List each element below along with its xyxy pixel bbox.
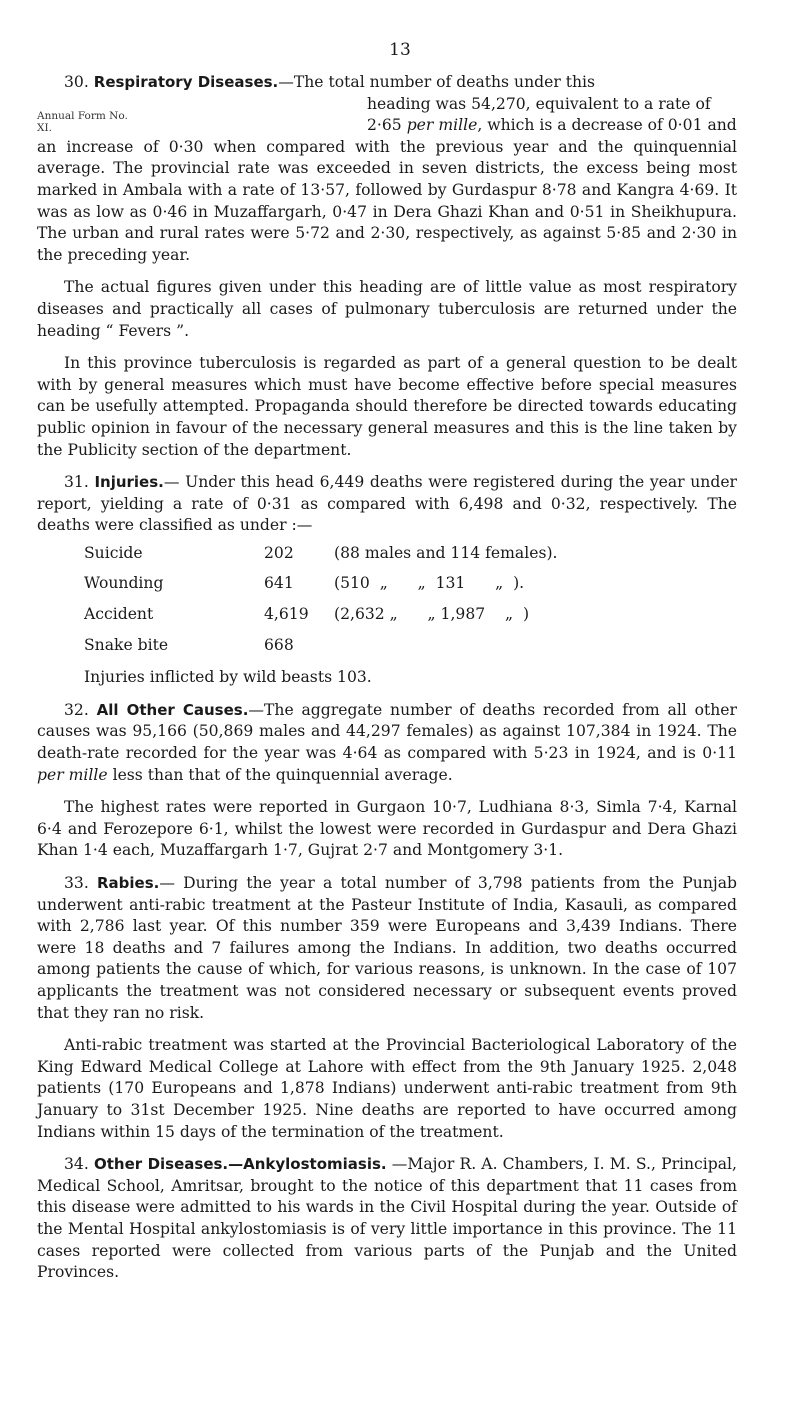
cause-count: 4,619 bbox=[264, 605, 309, 624]
injury-causes-table bbox=[84, 543, 557, 665]
table-row bbox=[84, 573, 557, 604]
section-30-paragraph-3: In this province tuberculosis is regarded as part of a general question to be dealt with by general measures which must have become effective before special measures can be usefully attempted. Propaganda should therefore be directed towards educating public opinion in favour of the necessary general measures and this is the line taken by the Publicity section of the department. bbox=[37, 354, 737, 459]
wild-beasts-note: Injuries inflicted by wild beasts 103. bbox=[84, 668, 372, 687]
table-row bbox=[84, 604, 557, 635]
section-31-number: 31. bbox=[64, 473, 89, 492]
section-34-text bbox=[37, 1154, 737, 1284]
table-row bbox=[84, 635, 557, 666]
section-33-heading: Rabies. bbox=[97, 874, 160, 892]
section-33-text bbox=[37, 873, 737, 1024]
section-30-line3 bbox=[37, 115, 737, 137]
section-33-number: 33. bbox=[64, 874, 89, 892]
cause-name: Accident bbox=[84, 605, 154, 624]
table-row bbox=[84, 543, 557, 574]
section-30-paragraph-2: The actual figures given under this heading are of little value as most respiratory diseases and practically all cases of pulmonary tuberculosis are returned under the heading “ Fevers ”. bbox=[37, 278, 737, 340]
section-30-number: 30. bbox=[64, 73, 89, 91]
section-33-body: — During the year a total number of 3,798 patients from the Punjab underwent anti-rabic treatment at the Pasteur Institute of India, Kasauli, as compared with 2,786 last year. Of this number 359 were Europeans and 3,439 Indians. There were 18 deaths and 7 failures among the Indians. In addition, two deaths occurred among patients the cause of which, for various reasons, is unknown. In the case of 107 applicants the treatment was not considered necessary or subsequent events proved that they ran no risk. bbox=[37, 874, 737, 1022]
section-30-rate: 2·65 bbox=[367, 116, 402, 135]
section-32-text bbox=[37, 700, 737, 786]
page-number: 13 bbox=[389, 40, 411, 60]
section-34-number: 34. bbox=[64, 1155, 89, 1174]
section-30-lead bbox=[37, 72, 737, 94]
cause-detail: (510 „ „ 131 „ ). bbox=[334, 574, 525, 593]
section-33-paragraph-2: Anti-rabic treatment was started at the Provincial Bacteriological Laboratory of the King Edward Medical College at Lahore with effect from the 9th January 1925. 2,048 patients (170 Europeans and 1,878 Indians) underwent anti-rabic treatment from 9th January to 31st December 1925. Nine deaths are reported to have occurred among Indians within 15 days of the termination of the treatment. bbox=[37, 1036, 737, 1141]
cause-count: 641 bbox=[264, 574, 294, 593]
cause-count: 202 bbox=[264, 543, 294, 562]
section-30 bbox=[37, 72, 737, 461]
section-33 bbox=[37, 873, 737, 1143]
section-30-line2: heading was 54,270, equivalent to a rate of bbox=[367, 94, 711, 113]
section-32-body-b: less than that of the quinquennial average. bbox=[112, 765, 453, 784]
section-34 bbox=[37, 1154, 737, 1284]
section-34-body: —Major R. A. Chambers, I. M. S., Principal, Medical School, Amritsar, brought to the notice of this department that 11 cases from this disease were admitted to his wards in the Civil Hospital during the year. Outside of the Mental Hospital ankylostomiasis is of very little importance in this province. The 11 cases reported were collected from various parts of the Punjab and the United Provinces. bbox=[37, 1155, 737, 1282]
section-32-number: 32. bbox=[64, 700, 89, 719]
per-mille-label: per mille bbox=[37, 765, 108, 784]
section-30-line1: —The total number of deaths under this bbox=[278, 73, 596, 91]
section-31-text bbox=[37, 472, 737, 537]
cause-name: Suicide bbox=[84, 543, 143, 562]
cause-name: Snake bite bbox=[84, 635, 169, 654]
section-31 bbox=[37, 472, 737, 689]
cause-detail bbox=[334, 635, 557, 666]
margin-note: Annual Form No. XI. bbox=[37, 110, 128, 134]
section-30-heading: Respiratory Diseases. bbox=[93, 73, 279, 91]
per-mille-label: per mille bbox=[406, 116, 478, 135]
cause-detail: (88 males and 114 females). bbox=[334, 543, 558, 562]
section-32-paragraph-2: The highest rates were reported in Gurgaon 10·7, Ludhiana 8·3, Simla 7·4, Karnal 6·4 and Ferozepore 6·1, whilst the lowest were recorded in Gurdaspur and Dera Ghazi Khan 1·4 each, Muzaffargarh 1·7, Gujrat 2·7 and Montgomery 3·1. bbox=[37, 798, 737, 860]
page-body bbox=[37, 72, 737, 1284]
section-31-body: — Under this head 6,449 deaths were registered during the year under report, yielding a rate of 0·31 as compared with 6,498 and 0·32, respectively. The deaths were classified as under :— bbox=[37, 473, 737, 535]
section-32-body-a: —The aggregate number of deaths recorded from all other causes was 95,166 (50,869 males and 44,297 females) as against 107,384 in 1924. The death-rate recorded for the year was 4·64 as compared with 5·23 in 1924, and is 0·11 bbox=[37, 700, 737, 763]
cause-detail: (2,632 „ „ 1,987 „ ) bbox=[334, 605, 530, 624]
cause-count: 668 bbox=[264, 635, 294, 654]
section-30-text: an increase of 0·30 when compared with the previous year and the quinquennial average. The provincial rate was exceeded in seven districts, the excess being most marked in Ambala with a rate of 13·57, followed by Gurdaspur 8·78 and Kangra 4·69. It was as low as 0·46 in Muzaffargarh, 0·47 in Dera Ghazi Khan and 0·51 in Sheikhupura. The urban and rural rates were 5·72 and 2·30, respectively, as against 5·85 and 2·30 in the preceding year. bbox=[37, 137, 737, 264]
section-32 bbox=[37, 700, 737, 862]
section-30-line3-rest: , which is a decrease of 0·01 and bbox=[477, 116, 737, 135]
section-31-heading: Injuries. bbox=[94, 473, 164, 492]
section-34-heading: Other Diseases.—Ankylostomiasis. bbox=[93, 1155, 387, 1174]
section-32-heading: All Other Causes. bbox=[96, 700, 249, 719]
cause-name: Wounding bbox=[84, 574, 164, 593]
